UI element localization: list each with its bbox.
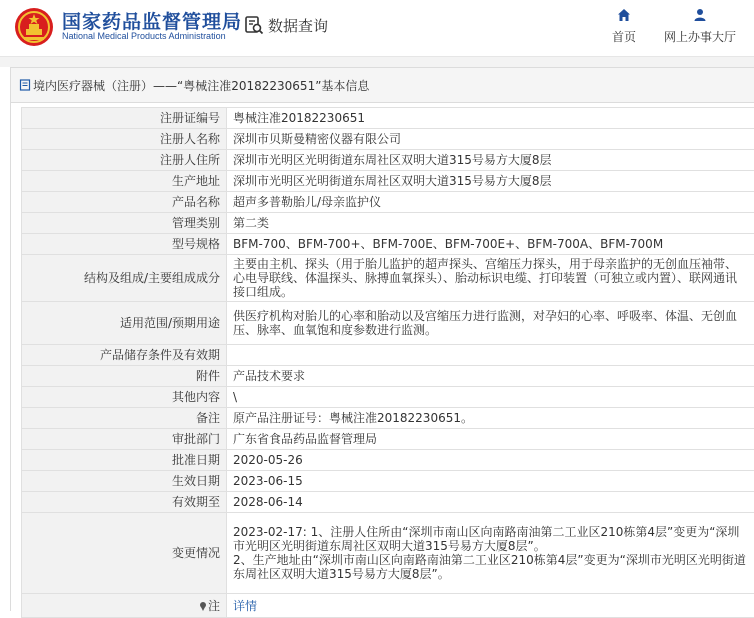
field-label: 生产地址 [22,171,227,192]
note-row [22,594,754,618]
field-label: 备注 [22,408,227,429]
field-label: 结构及组成/主要组成成分 [22,255,227,302]
info-row [22,108,754,129]
field-value: 深圳市光明区光明街道东周社区双明大道315号易方大厦8层 [227,171,754,192]
info-row [22,492,754,513]
note-label: 注 [208,599,220,613]
data-query-link[interactable] [244,14,328,36]
info-row [22,171,754,192]
pin-icon [198,601,208,611]
nav-home[interactable] [606,8,642,45]
info-row [22,129,754,150]
field-label: 适用范围/预期用途 [22,302,227,345]
field-label: 审批部门 [22,429,227,450]
field-value: 主要由主机、探头（用于胎儿监护的超声探头、宫缩压力探头，用于母亲监护的无创血压袖带、心电导联线、体温探头、脉搏血氧探头）、胎动标识电缆、打印装置（可独立或内置）、联网通讯接口组成。 [227,255,754,302]
field-value: 深圳市贝斯曼精密仪器有限公司 [227,129,754,150]
info-table-footer [22,594,754,618]
info-row [22,345,754,366]
field-value: 2028-06-14 [227,492,754,513]
field-label: 附件 [22,366,227,387]
data-query-label: 数据查询 [268,15,328,36]
note-value-cell [227,594,754,618]
field-label: 型号规格 [22,234,227,255]
field-label: 其他内容 [22,387,227,408]
document-search-icon [244,15,264,35]
field-label: 产品储存条件及有效期 [22,345,227,366]
field-value: 粤械注准20182230651 [227,108,754,129]
info-row [22,302,754,345]
info-row [22,192,754,213]
field-label: 变更情况 [22,513,227,594]
info-row [22,450,754,471]
nav-online-service-hall-label: 网上办事大厅 [664,30,736,44]
field-value [227,345,754,366]
home-icon [617,8,631,22]
national-emblem-icon [14,7,54,47]
info-table [21,107,754,618]
panel-title: 境内医疗器械（注册）——“粤械注准20182230651”基本信息 [33,77,369,94]
field-label: 产品名称 [22,192,227,213]
field-value: \ [227,387,754,408]
note-label-cell [22,594,227,618]
info-row [22,429,754,450]
info-row [22,387,754,408]
field-value: 2023-02-17: 1、注册人住所由“深圳市南山区向南路南油第二工业区210栋第4层”变更为“深圳市光明区光明街道东周社区双明大道315号易方大厦8层”。 2、生产地址由“深圳市南山区向南路南油第二工业区210栋第4层”变更为“深圳市光明区光明街道东周社区双明大道315号易方大厦8层”。 [227,513,754,594]
nav-home-label: 首页 [612,30,636,44]
info-row [22,513,754,594]
field-label: 批准日期 [22,450,227,471]
header-band [0,57,754,67]
info-row [22,150,754,171]
brand-name-en[interactable]: National Medical Products Administration [62,31,226,41]
field-value: 2020-05-26 [227,450,754,471]
field-label: 管理类别 [22,213,227,234]
field-value: BFM-700、BFM-700+、BFM-700E、BFM-700E+、BFM-700A、BFM-700M [227,234,754,255]
document-icon [19,79,31,91]
field-value: 原产品注册证号：粤械注准20182230651。 [227,408,754,429]
info-row [22,213,754,234]
site-header [0,0,754,56]
nav-online-service-hall[interactable] [660,8,740,45]
field-label: 生效日期 [22,471,227,492]
info-row [22,471,754,492]
panel-title-bar [11,68,754,103]
user-icon [693,8,707,22]
field-value: 深圳市光明区光明街道东周社区双明大道315号易方大厦8层 [227,150,754,171]
info-table-body [22,108,754,594]
info-row [22,408,754,429]
info-row [22,255,754,302]
field-value: 产品技术要求 [227,366,754,387]
brand-name-cn[interactable]: 国家药品监督管理局 [62,7,242,34]
field-value: 超声多普勒胎儿/母亲监护仪 [227,192,754,213]
field-value: 第二类 [227,213,754,234]
field-value: 供医疗机构对胎儿的心率和胎动以及宫缩压力进行监测，对孕妇的心率、呼吸率、体温、无创血压、脉率、血氧饱和度参数进行监测。 [227,302,754,345]
field-value: 广东省食品药品监督管理局 [227,429,754,450]
info-row [22,234,754,255]
field-label: 注册人住所 [22,150,227,171]
field-value: 2023-06-15 [227,471,754,492]
field-label: 注册证编号 [22,108,227,129]
field-label: 有效期至 [22,492,227,513]
detail-panel [10,67,754,611]
details-link[interactable]: 详情 [233,599,257,613]
field-label: 注册人名称 [22,129,227,150]
info-row [22,366,754,387]
